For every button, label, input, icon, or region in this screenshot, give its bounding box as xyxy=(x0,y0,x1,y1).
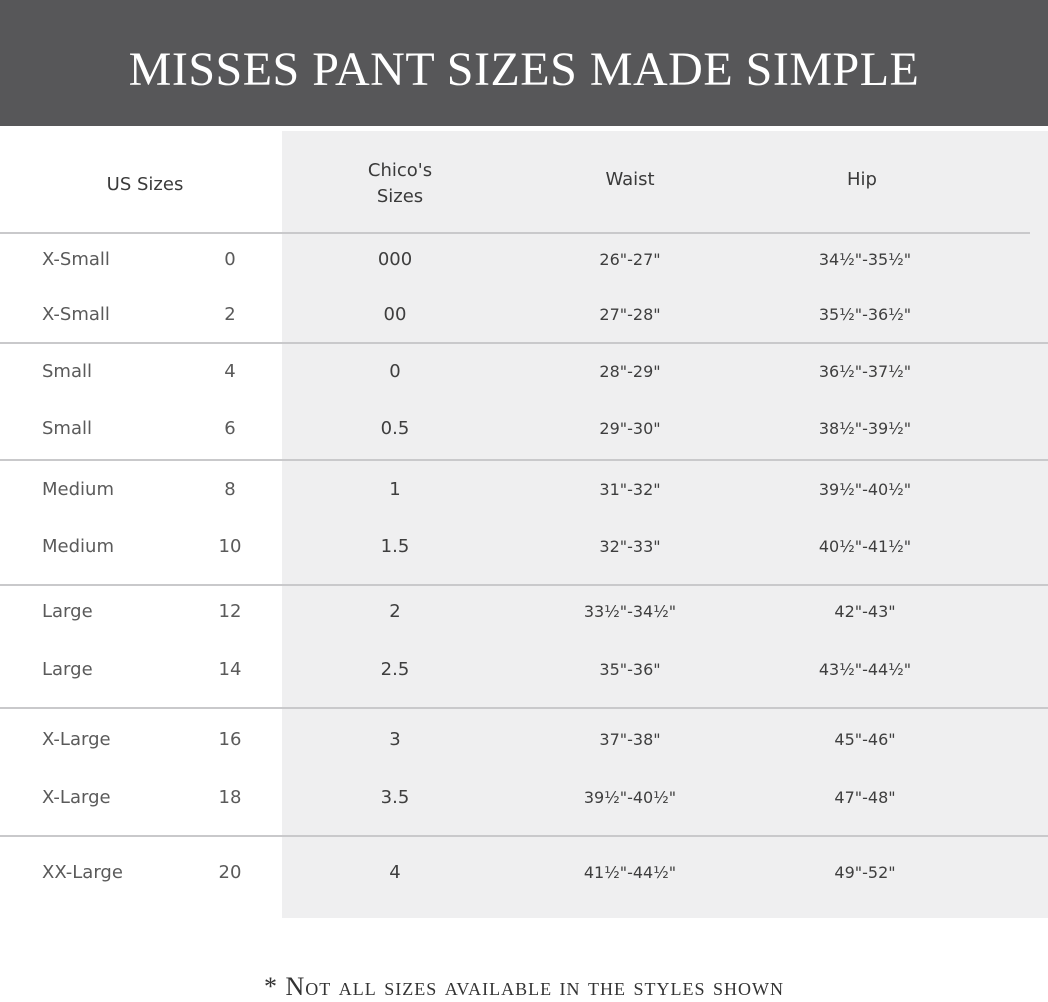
hip-cell: 35½"-36½" xyxy=(818,305,912,324)
table-row xyxy=(0,853,1048,893)
us-size-number-cell: 0 xyxy=(224,249,236,270)
table-row xyxy=(0,470,1048,510)
us-size-number-cell: 8 xyxy=(224,479,236,500)
waist-cell: 32"-33" xyxy=(599,537,661,556)
size-name-cell: XX-Large xyxy=(42,862,123,883)
size-name-cell: Medium xyxy=(42,479,114,500)
hip-cell: 39½"-40½" xyxy=(818,480,912,499)
chicos-size-cell: 4 xyxy=(389,862,401,883)
table-row xyxy=(0,240,1048,280)
footnote: * Not all sizes available in the styles shown xyxy=(263,972,785,1001)
header-chicos-line1: Chico's xyxy=(367,160,433,181)
chicos-size-cell: 3 xyxy=(389,729,401,750)
us-size-number-cell: 4 xyxy=(224,361,236,382)
table-row xyxy=(0,527,1048,567)
waist-cell: 31"-32" xyxy=(599,480,661,499)
us-size-number-cell: 14 xyxy=(218,659,242,680)
hip-cell: 49"-52" xyxy=(834,863,896,882)
chicos-size-cell: 0 xyxy=(389,361,401,382)
table-row xyxy=(0,650,1048,690)
chicos-size-cell: 0.5 xyxy=(380,418,410,439)
waist-cell: 29"-30" xyxy=(599,419,661,438)
chicos-size-cell: 2.5 xyxy=(380,659,410,680)
chicos-size-cell: 3.5 xyxy=(380,787,410,808)
header-waist: Waist xyxy=(605,169,655,190)
table-row xyxy=(0,778,1048,818)
size-name-cell: X-Small xyxy=(42,304,110,325)
hip-cell: 34½"-35½" xyxy=(818,250,912,269)
header-chicos-line2: Sizes xyxy=(376,186,424,207)
header-us-sizes: US Sizes xyxy=(106,174,184,195)
waist-cell: 41½"-44½" xyxy=(583,863,677,882)
waist-cell: 35"-36" xyxy=(599,660,661,679)
page-title: MISSES PANT SIZES MADE SIMPLE xyxy=(128,43,920,96)
us-size-number-cell: 12 xyxy=(218,601,242,622)
chicos-size-cell: 00 xyxy=(383,304,407,325)
us-size-number-cell: 20 xyxy=(218,862,242,883)
table-row xyxy=(0,295,1048,335)
table-row xyxy=(0,409,1048,449)
waist-cell: 27"-28" xyxy=(599,305,661,324)
size-name-cell: X-Large xyxy=(42,787,111,808)
size-name-cell: X-Large xyxy=(42,729,111,750)
hip-cell: 36½"-37½" xyxy=(818,362,912,381)
size-name-cell: Large xyxy=(42,601,93,622)
hip-cell: 40½"-41½" xyxy=(818,537,912,556)
us-size-number-cell: 18 xyxy=(218,787,242,808)
us-size-number-cell: 16 xyxy=(218,729,242,750)
us-size-number-cell: 10 xyxy=(218,536,242,557)
hip-cell: 42"-43" xyxy=(834,602,896,621)
header-hip: Hip xyxy=(847,169,877,190)
size-name-cell: Small xyxy=(42,418,92,439)
chicos-size-cell: 1 xyxy=(389,479,401,500)
us-size-number-cell: 6 xyxy=(224,418,236,439)
waist-cell: 37"-38" xyxy=(599,730,661,749)
size-name-cell: X-Small xyxy=(42,249,110,270)
size-name-cell: Medium xyxy=(42,536,114,557)
hip-cell: 38½"-39½" xyxy=(818,419,912,438)
chicos-size-cell: 2 xyxy=(389,601,401,622)
chicos-size-cell: 1.5 xyxy=(380,536,410,557)
waist-cell: 26"-27" xyxy=(599,250,661,269)
table-row xyxy=(0,352,1048,392)
hip-cell: 43½"-44½" xyxy=(818,660,912,679)
table-row xyxy=(0,592,1048,632)
table-row xyxy=(0,720,1048,760)
waist-cell: 28"-29" xyxy=(599,362,661,381)
us-size-number-cell: 2 xyxy=(224,304,236,325)
chicos-size-cell: 000 xyxy=(377,249,413,270)
hip-cell: 45"-46" xyxy=(834,730,896,749)
size-name-cell: Large xyxy=(42,659,93,680)
size-name-cell: Small xyxy=(42,361,92,382)
hip-cell: 47"-48" xyxy=(834,788,896,807)
waist-cell: 33½"-34½" xyxy=(583,602,677,621)
waist-cell: 39½"-40½" xyxy=(583,788,677,807)
